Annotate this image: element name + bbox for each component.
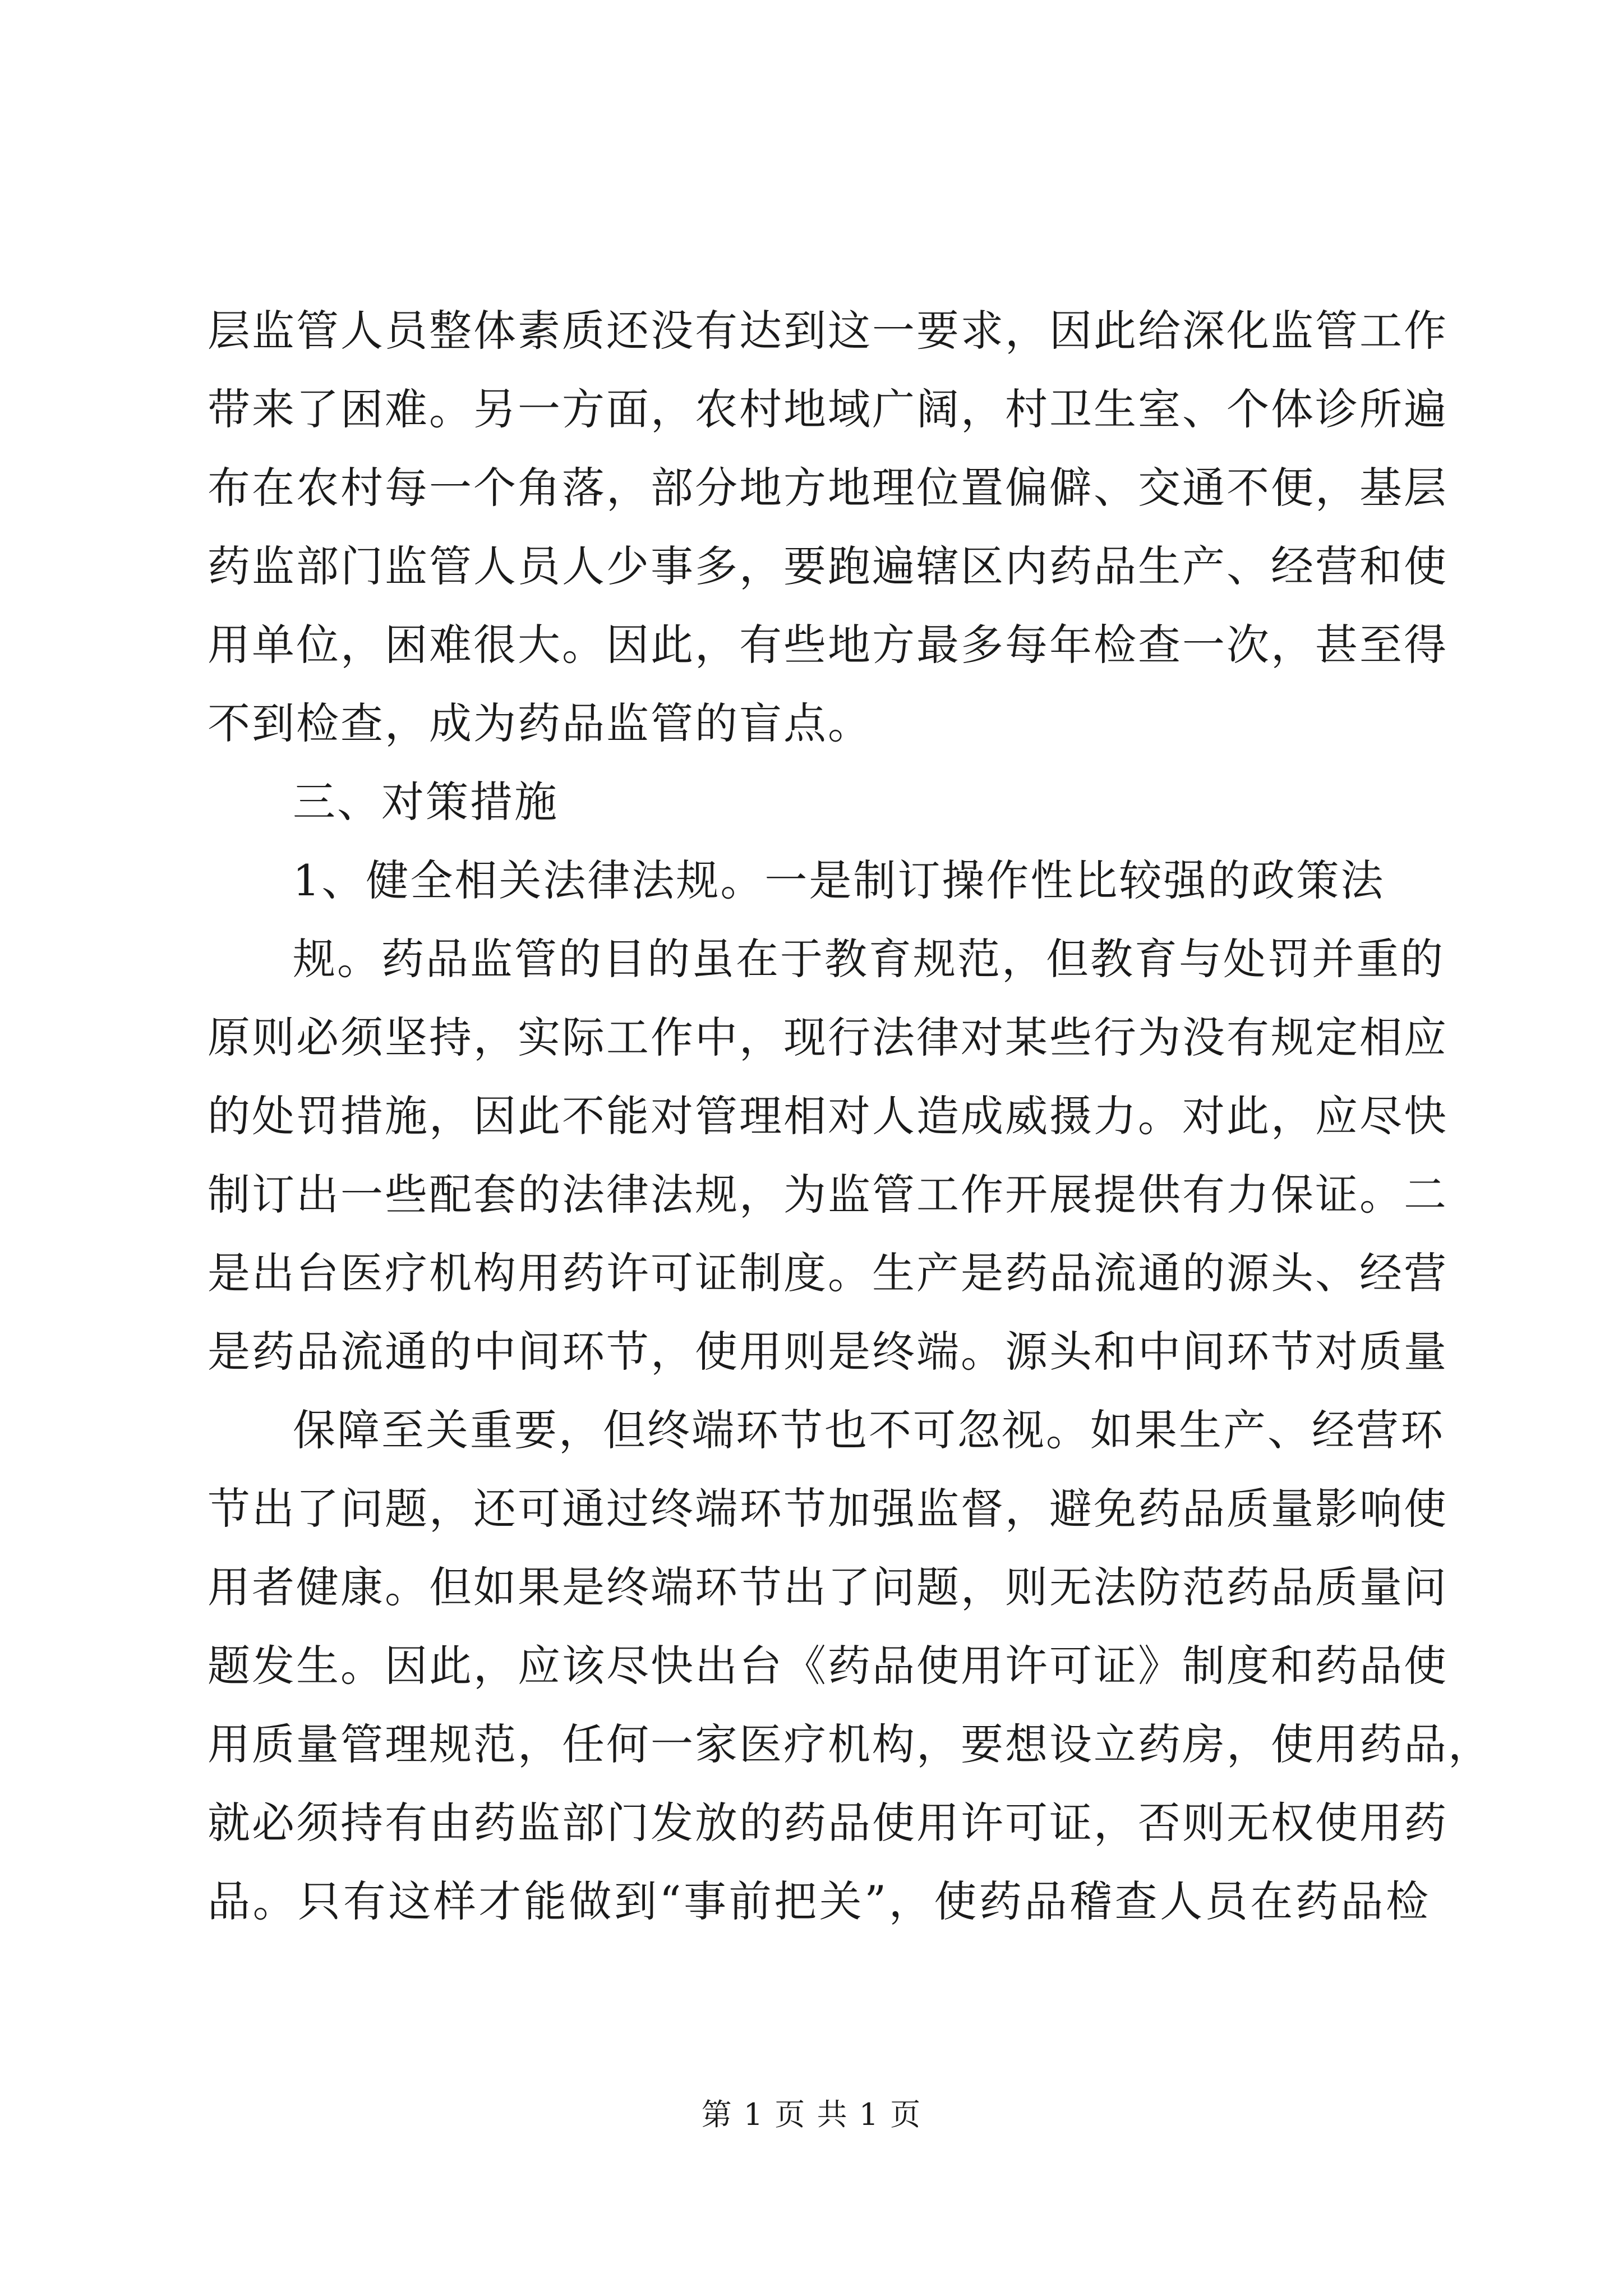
section-heading: 三、对策措施 (293, 777, 559, 827)
text-line: 用质量管理规范，任何一家医疗机构，要想设立药房，使用药品， (208, 1719, 1492, 1769)
text-line: 题发生。因此，应该尽快出台《药品使用许可证》制度和药品使 (208, 1641, 1448, 1691)
text-line: 不到检查，成为药品监管的盲点。 (208, 698, 872, 748)
text-line: 1、健全相关法律法规。一是制订操作性比较强的政策法 (293, 855, 1385, 905)
text-line: 就必须持有由药监部门发放的药品使用许可证，否则无权使用药 (208, 1798, 1448, 1848)
text-line: 保障至关重要，但终端环节也不可忽视。如果生产、经营环 (293, 1405, 1445, 1455)
text-line: 药监部门监管人员人少事多，要跑遍辖区内药品生产、经营和使 (208, 541, 1448, 591)
text-line: 原则必须坚持，实际工作中，现行法律对某些行为没有规定相应 (208, 1013, 1448, 1062)
text-line: 的处罚措施，因此不能对管理相对人造成威摄力。对此，应尽快 (208, 1091, 1448, 1141)
text-line: 布在农村每一个角落，部分地方地理位置偏僻、交通不便，基层 (208, 463, 1448, 513)
text-line: 是出台医疗机构用药许可证制度。生产是药品流通的源头、经营 (208, 1248, 1448, 1298)
text-line: 规。药品监管的目的虽在于教育规范，但教育与处罚并重的 (293, 934, 1445, 984)
text-line: 用者健康。但如果是终端环节出了问题，则无法防范药品质量问 (208, 1562, 1448, 1612)
text-line: 节出了问题，还可通过终端环节加强监督，避免药品质量影响使 (208, 1484, 1448, 1534)
text-line: 品。只有这样才能做到“事前把关”，使药品稽查人员在药品检 (208, 1876, 1430, 1926)
text-line: 层监管人员整体素质还没有达到这一要求，因此给深化监管工作 (208, 306, 1448, 356)
text-line: 制订出一些配套的法律法规，为监管工作开展提供有力保证。二 (208, 1170, 1448, 1220)
text-line: 带来了困难。另一方面，农村地域广阔，村卫生室、个体诊所遍 (208, 384, 1448, 434)
page-number-footer: 第 1 页 共 1 页 (701, 2097, 922, 2132)
text-line: 用单位，困难很大。因此，有些地方最多每年检查一次，甚至得 (208, 620, 1448, 670)
text-line: 是药品流通的中间环节，使用则是终端。源头和中间环节对质量 (208, 1327, 1448, 1377)
